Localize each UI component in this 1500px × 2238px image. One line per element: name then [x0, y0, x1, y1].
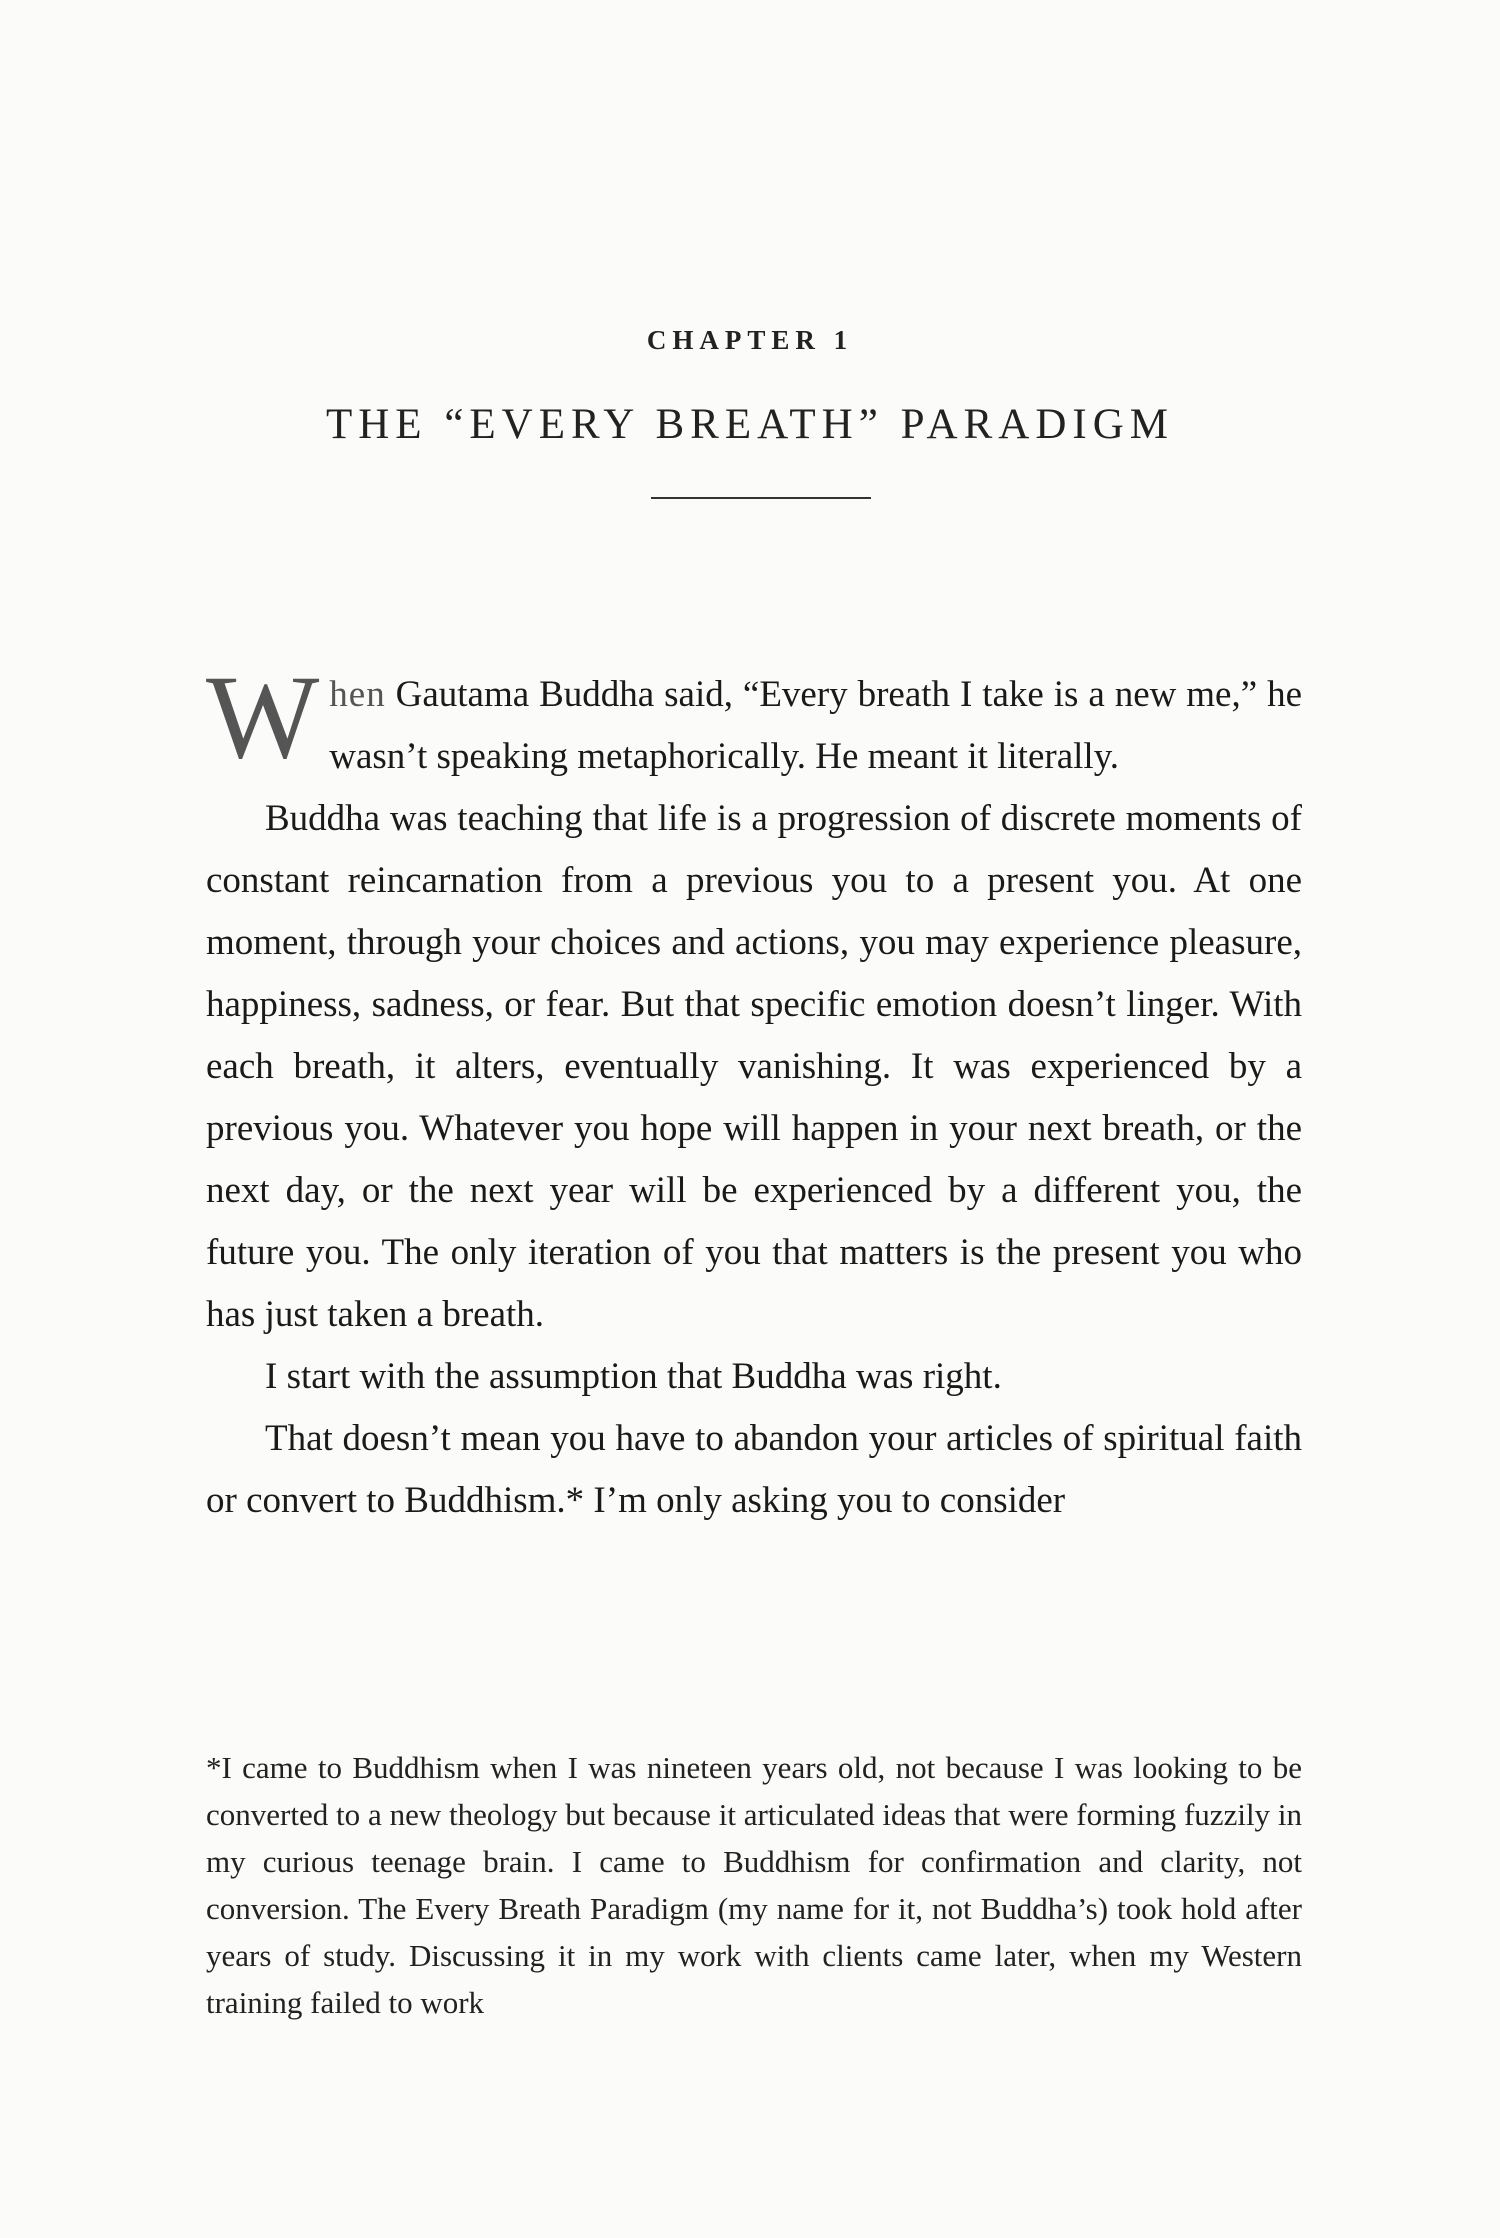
- paragraph-4: That doesn’t mean you have to abandon your articles of spiritual faith or convert to Buddhism.* I’m only asking you to consider: [206, 1418, 1302, 1521]
- title-divider: [651, 497, 871, 499]
- lead-in: hen: [329, 674, 386, 715]
- chapter-label: CHAPTER 1: [646, 325, 854, 355]
- footnote-text: *I came to Buddhism when I was nineteen years old, not because I was looking to be converted to a new theology but because it articulated ideas that were forming fuzzily in my curious teenage brain. I came to Buddhism for confirmation and clarity, not conversion. The Every Breath Paradigm (my name for it, not Buddha’s) took hold after years of study. Discussing it in my work with clients came later, when my Western training failed to work: [206, 1750, 1302, 2020]
- paragraph-1-text: Gautama Buddha said, “Every breath I take is a new me,” he wasn’t speaking metaphorically. He meant it literally.: [329, 674, 1302, 777]
- chapter-title: THE “EVERY BREATH” PARADIGM: [325, 401, 1174, 448]
- paragraph-2: Buddha was teaching that life is a progression of discrete moments of constant reincarnation from a previous you to a present you. At one moment, through your choices and actions, you may experience pleasure, happiness, sadness, or fear. But that specific emotion doesn’t linger. With each breath, it alters, eventually vanishing. It was experienced by a previous you. Whatever you hope will happen in your next breath, or the next day, or the next year will be experienced by a different you, the future you. The only iteration of you that matters is the present you who has just taken a breath.: [206, 798, 1302, 1335]
- body-text: [206, 650, 1302, 1532]
- paragraph-3: I start with the assumption that Buddha was right.: [265, 1356, 1002, 1397]
- footnote: [206, 1744, 1302, 2026]
- drop-cap: W: [206, 650, 320, 783]
- paragraph-1: [206, 650, 1302, 788]
